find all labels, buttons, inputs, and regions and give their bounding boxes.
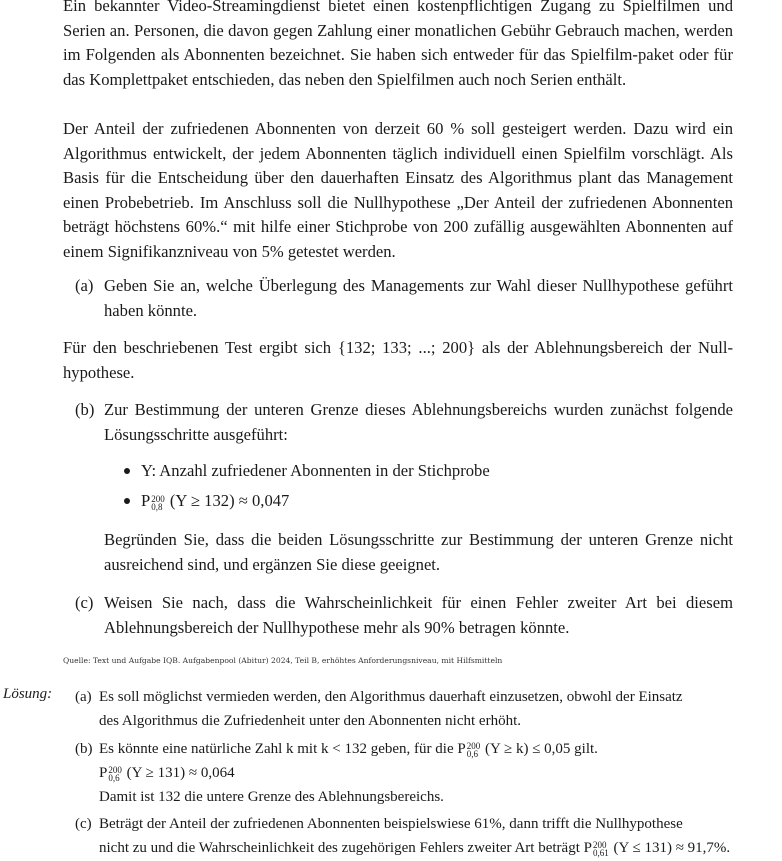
solution-c bbox=[63, 813, 782, 861]
solution-a-label: (a) bbox=[75, 689, 92, 705]
source-note: Quelle: Text und Aufgabe IQB. Aufgabenpool (Abitur) 2024, Teil B, erhöhtes Anforderungsniveau, mit Hilfsmitteln bbox=[63, 656, 503, 665]
solution-b-line: P 200 0,6 (Y ≥ 131) ≈ 0,064 bbox=[99, 764, 235, 783]
probability-formula: P 200 0,8 (Y ≥ 132) ≈ 0,047 bbox=[141, 491, 290, 512]
solution-a-line: des Algorithmus die Zufriedenheit unter den Abonnenten nicht erhöht. bbox=[99, 712, 521, 729]
solution-b bbox=[63, 738, 782, 809]
solution-c-line: nicht zu und die Wahrscheinlichkeit des zugehörigen Fehlers zweiter Art beträgt P 200 0,61 (Y ≤ 131) ≈ 91,7%. bbox=[99, 839, 731, 858]
solution-c-label: (c) bbox=[75, 816, 92, 832]
solution-b-line: Es könnte eine natürliche Zahl k mit k < 132 geben, für die P 200 0,6 (Y ≥ k) ≤ 0,05 gilt. bbox=[99, 741, 598, 759]
solution-b-label: (b) bbox=[75, 741, 93, 757]
solution-steps-list bbox=[123, 459, 723, 519]
intro-paragraph-2: Der Anteil der zufriedenen Abonnenten von derzeit 60 % soll gesteigert werden. Dazu wird ein Algorithmus entwickelt, der jedem Abonnenten täglich individuell einen Spielfilm vorschlägt. Als Basis für die Entscheidung über den dauerhaften Einsatz des Algorithmus plant das Management einen Probebetrieb. Im Anschluss soll die Nullhypothese „Der Anteil der zufriedenen Abonnenten beträgt höchstens 60%.“ mit hilfe einer Stichprobe von 200 zufällig ausgewählten Abonnenten auf einem Signifikanzniveau von 5% getestet werden. bbox=[63, 119, 733, 261]
rejection-region-paragraph: Für den beschriebenen Test ergibt sich {132; 133; ...; 200} als der Ablehnungsbereich der Null-hypothese. bbox=[63, 338, 733, 382]
task-a bbox=[63, 274, 733, 323]
task-c-label: (c) bbox=[75, 593, 94, 612]
solution-c-line: Beträgt der Anteil der zufriedenen Abonnenten beispielswiese 61%, dann trifft die Nullhypothese bbox=[99, 816, 683, 832]
task-a-text: Geben Sie an, welche Überlegung des Managements zur Wahl dieser Nullhypothese geführt haben könnte. bbox=[104, 276, 733, 320]
solution-label: Lösung: bbox=[3, 686, 53, 702]
task-c bbox=[63, 591, 733, 640]
task-c-text: Weisen Sie nach, dass die Wahrscheinlichkeit für einen Fehler zweiter Art bei diesem Ablehnungsbereich der Nullhypothese mehr als 90% betragen könnte. bbox=[104, 593, 733, 637]
task-b-followup: Begründen Sie, dass die beiden Lösungsschritte zur Bestimmung der unteren Grenze nicht ausreichend sind, und ergänzen Sie diese geeignet. bbox=[104, 530, 733, 574]
list-item bbox=[123, 489, 723, 519]
solution-b-line: Damit ist 132 die untere Grenze des Ablehnungsbereichs. bbox=[99, 788, 444, 805]
bullet-icon bbox=[124, 498, 130, 504]
bullet-text: Y: Anzahl zufriedener Abonnenten in der Stichprobe bbox=[141, 461, 490, 480]
solution-a-line: Es soll möglichst vermieden werden, den Algorithmus dauerhaft einzusetzen, obwohl der Einsatz bbox=[99, 689, 683, 705]
list-item bbox=[123, 459, 723, 489]
task-a-label: (a) bbox=[75, 276, 94, 295]
solution-a bbox=[63, 686, 782, 734]
task-b-label: (b) bbox=[75, 400, 95, 419]
task-b-text: Zur Bestimmung der unteren Grenze dieses Ablehnungsbereichs wurden zunächst folgende Lösungsschritte ausgeführt: bbox=[104, 400, 733, 444]
intro-paragraph-1: Ein bekannter Video-Streamingdienst bietet einen kostenpflichtigen Zugang zu Spielfilmen und Serien an. Personen, die davon gegen Zahlung einer monatlichen Gebühr Gebrauch machen, werden im Folgenden als Abonnenten bezeichnet. Sie haben sich entweder für das Spielfilm-paket oder für das Komplettpaket entschieden, das neben den Spielfilmen auch noch Serien enthält. bbox=[63, 0, 733, 89]
task-b bbox=[63, 398, 733, 447]
bullet-icon bbox=[124, 468, 130, 474]
